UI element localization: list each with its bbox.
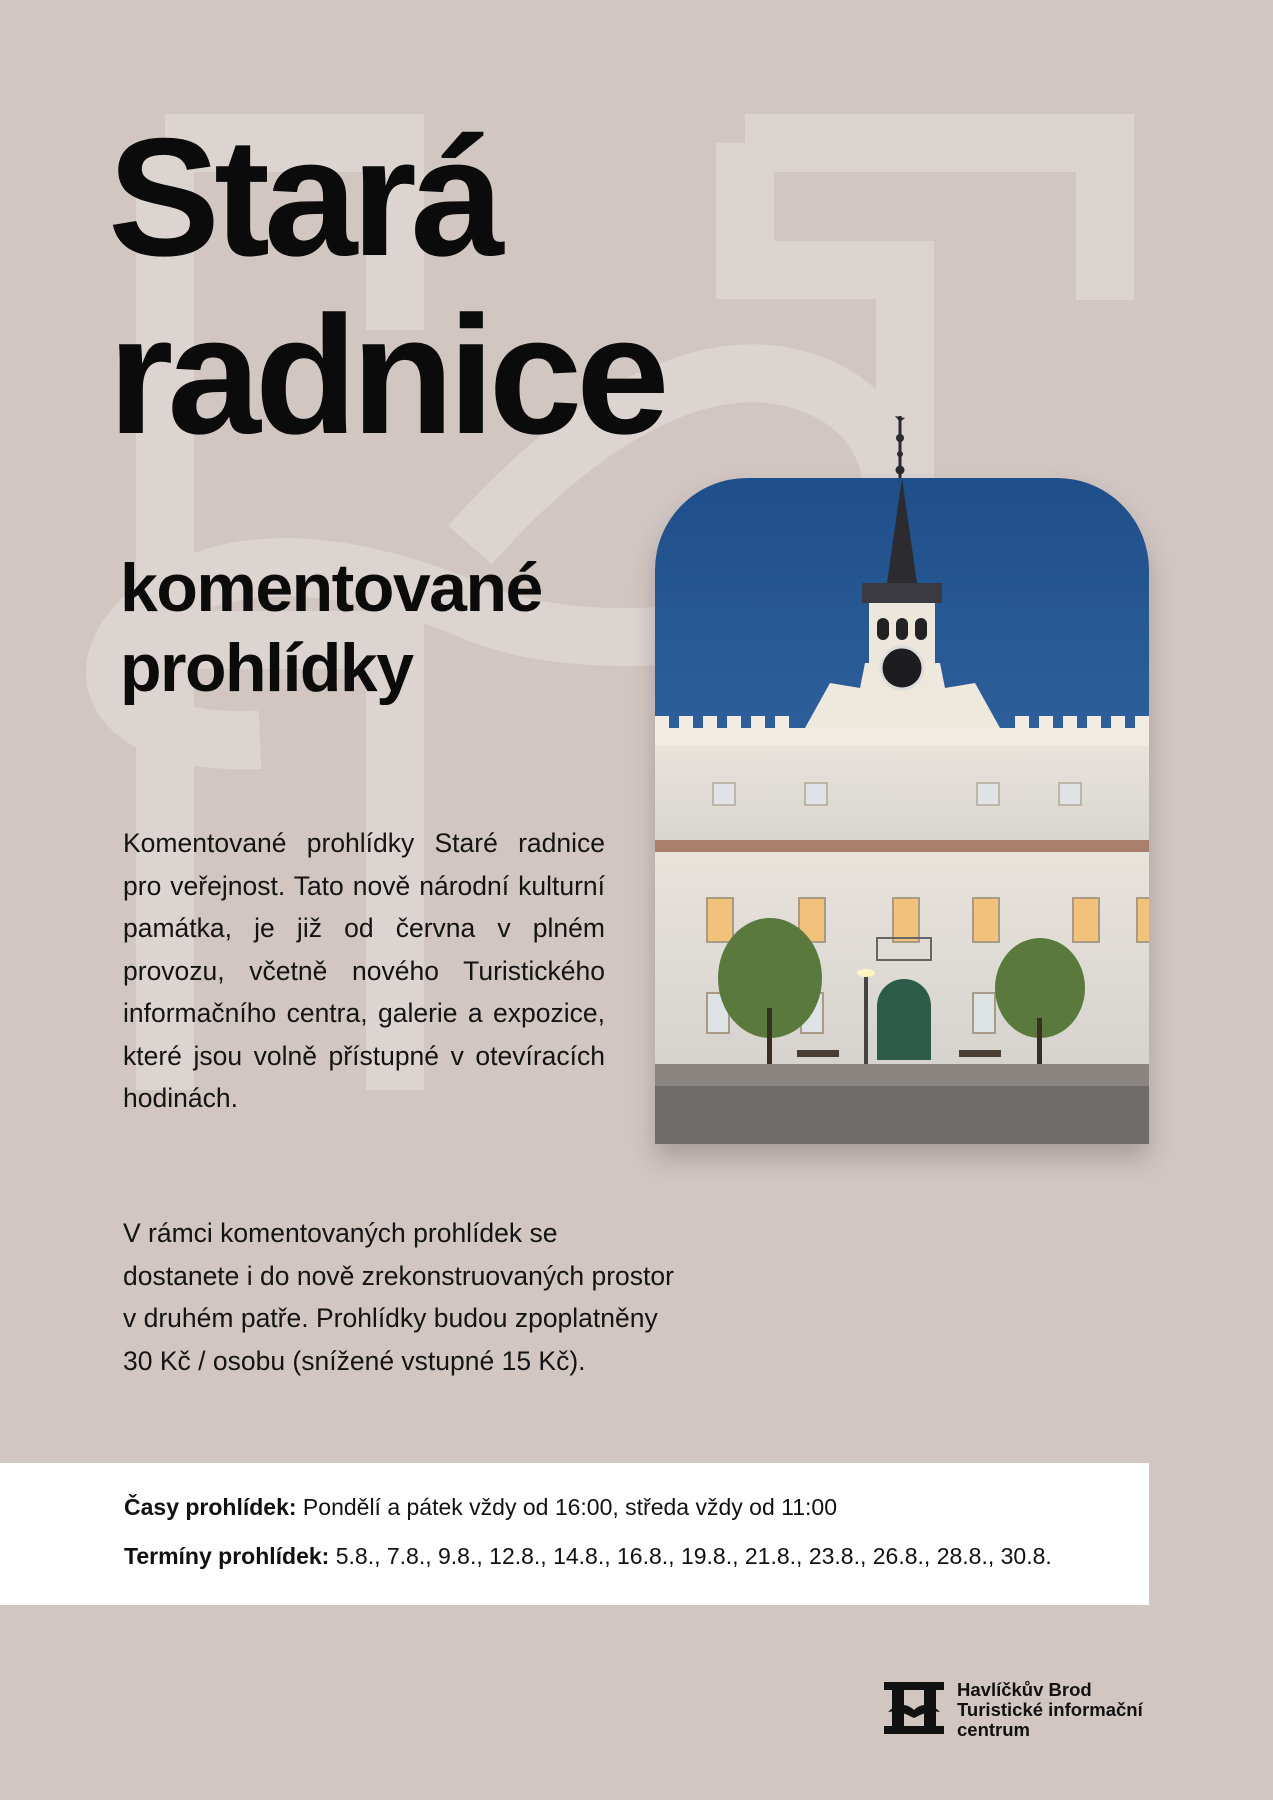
tic-logo (884, 1680, 1164, 1740)
tour-times-label: Časy prohlídek: (124, 1494, 297, 1520)
tour-dates-label: Termíny prohlídek: (124, 1543, 330, 1569)
tour-times-line (124, 1494, 837, 1521)
details-line-1: V rámci komentovaných prohlídek se (123, 1218, 558, 1248)
subtitle-line-2: prohlídky (120, 630, 413, 706)
details-line-4: 30 Kč / osobu (snížené vstupné 15 Kč). (123, 1345, 586, 1376)
schedule-band (0, 1463, 1149, 1605)
page-title (108, 103, 664, 469)
tour-dates-line (124, 1543, 1052, 1570)
title-line-1: Stará (108, 103, 499, 291)
subtitle-line-1: komentované (120, 550, 542, 626)
details-line-2: dostanete i do nově zrekonstruovaných prostor (123, 1260, 674, 1291)
subtitle (120, 548, 542, 708)
intro-paragraph: Komentované prohlídky Staré radnice pro veřejnost. Tato nově národní kulturní památka, je již od června v plném provozu, včetně nového Turistického informačního centra, galerie a expozice, které jsou volně přístupné v otevíracích hodinách. (123, 828, 605, 1113)
title-line-2: radnice (108, 281, 664, 469)
hb-mustache-logo-icon (884, 1680, 944, 1736)
tour-times-value: Pondělí a pátek vždy od 16:00, středa vždy od 11:00 (296, 1494, 837, 1520)
details-paragraph (123, 1212, 783, 1382)
logo-line-2: Turistické informační (957, 1699, 1143, 1720)
tour-dates-value: 5.8., 7.8., 9.8., 12.8., 14.8., 16.8., 19.8., 21.8., 23.8., 26.8., 28.8., 30.8. (329, 1543, 1052, 1569)
logo-text (957, 1680, 1143, 1740)
town-hall-photo (655, 478, 1149, 1144)
logo-line-1: Havlíčkův Brod (957, 1679, 1092, 1700)
logo-line-3: centrum (957, 1719, 1030, 1740)
details-line-3: v druhém patře. Prohlídky budou zpoplatněny (123, 1303, 658, 1333)
